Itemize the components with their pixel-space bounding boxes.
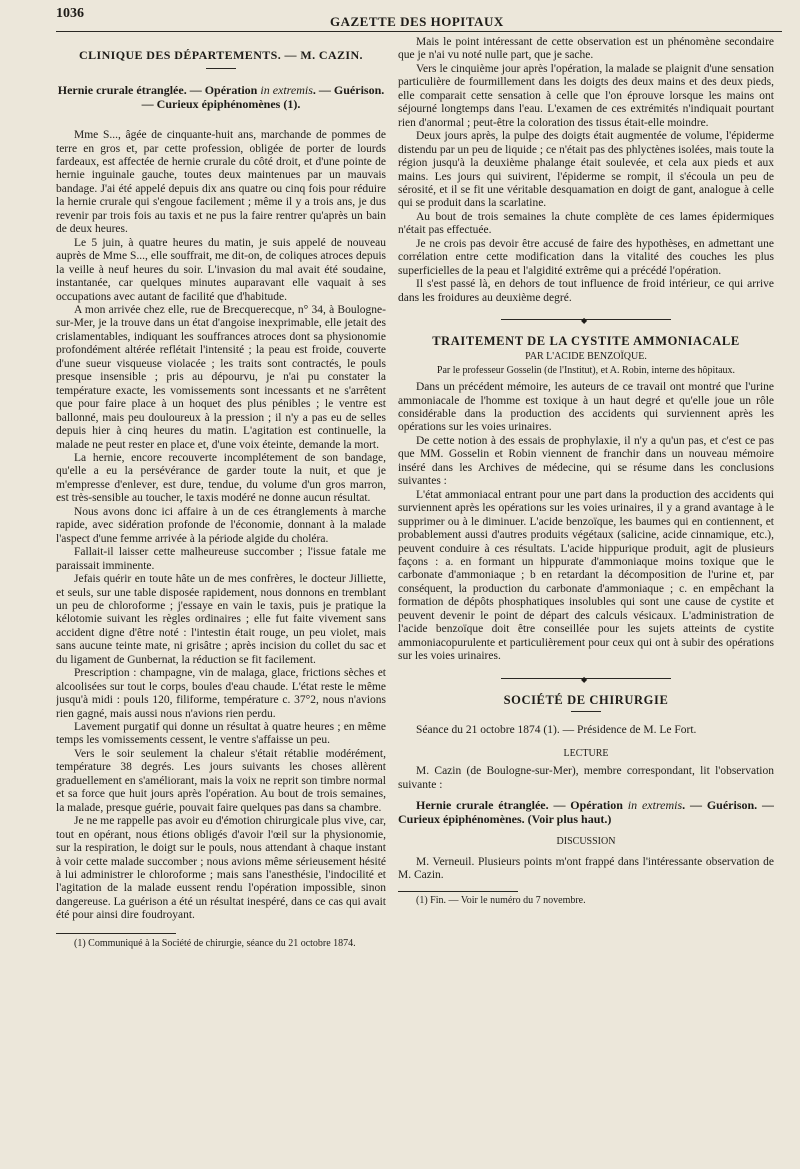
footnote: (1) Communiqué à la Société de chirurgie, séance du 21 octobre 1874.: [74, 937, 356, 949]
paragraph: Vers le cinquième jour après l'opération, la malade se plaignit d'une sensation particulière de fourmillement dans les doigts des deux mains et des deux pieds, elle comparait cette sensation à celle que l'on éprouve lorsque les mains ont séjourné longtemps dans l'eau. L'examen de ces extrémités n'indiquait pourtant rien d'anormal ; peut-être la coloration des tissus était-elle moindre.: [398, 62, 774, 129]
paragraph: Prescription : champagne, vin de malaga, glace, frictions sèches et alcoolisées sur tout le corps, boules d'eau chaude. L'état reste le même jusqu'à midi : pouls 120, filiforme, température c. 37°2, nous n'avions rien gagné, mais aussi nous n'avions rien perdu.: [56, 667, 386, 720]
paragraph: Dans un précédent mémoire, les auteurs de ce travail ont montré que l'urine ammoniacale de l'homme est toxique à un haut degré et qu'elle joue un rôle considérable dans la production des accidents qui surviennent après les opérations sur les voies urinaires.: [398, 381, 774, 434]
society-title: SOCIÉTÉ DE CHIRURGIE: [503, 692, 669, 707]
article-title: Hernie crurale étranglée. — Opération in extremis. — Guérison. — Curieux épiphénomènes (1).: [57, 83, 385, 112]
paragraph: A mon arrivée chez elle, rue de Brecquerecque, n° 34, à Boulogne-sur-Mer, je la trouve dans un état d'angoise inexprimable, elle jetait des crislamentables, indiquant les souffrances atroces dont sa physionomie profondément altérée reflétait l'intensité ; la peau est froide, couverte d'une sueur visqueuse violacée ; les traits sont contractés, le pouls presque insensible ; pris au dépourvu, je n'ai pu constater la température exacte, les vomissements sont incessants et ne s'arrêtent que pour faire place à un hoquet des plus pénibles ; le ventre est ballonné, mais peu douloureux à la pression ; il n'y a pas eu de selles depuis hier à cinq heures du matin. L'agitation est continuelle, la malade ne peut rester en place et, d'une voix éteinte, demande la mort.: [56, 303, 386, 451]
paragraph: Lavement purgatif qui donne un résultat à quatre heures ; en même temps les vomissements cessent, le ventre s'affaisse un peu.: [56, 721, 386, 747]
page-header: [0, 0, 800, 34]
paragraph: Je ne me rappelle pas avoir eu d'émotion chirurgicale plus vive, car, tout en opérant, nous étions obligés d'avoir l'œil sur la physionomie, sur la respiration, le doigt sur le pouls, nous attendant à chaque instant à voir cette malade succomber ; nous avions même sérieusement hésité à lui administrer le chloroforme ; mais sans l'anesthésie, l'indocilité et l'agitation de la malade eussent rendu l'opération impossible, sinon dangereuse. La guérison a été un résultat inespéré, dans ce cas qui avait été pour ainsi dire foudroyant.: [56, 815, 386, 922]
paragraph: Le 5 juin, à quatre heures du matin, je suis appelé de nouveau auprès de Mme S..., elle souffrait, me dit-on, de coliques atroces depuis la veille à neuf heures du soir. L'invasion du mal avait été soudaine, instantanée, car quelques minutes auparavant elle vaquait à ses occupations avec autant de facilité que d'habitude.: [56, 236, 386, 303]
paragraph: Il s'est passé là, en dehors de tout influence de froid intérieur, ce qui arrive dans les froidures au deuxième degré.: [398, 278, 774, 304]
paragraph: Mais le point intéressant de cette observation est un phénomène secondaire que je n'ai vu noté nulle part, que je sache.: [398, 36, 774, 62]
paragraph: Au bout de trois semaines la chute complète de ces lames épidermiques n'était pas effectuée.: [398, 210, 774, 237]
ornament-rule: ◆: [501, 319, 671, 320]
right-column: [398, 36, 774, 1156]
ornament-rule: ◆: [501, 678, 671, 679]
session-line: Séance du 21 octobre 1874 (1). — Présidence de M. Le Fort.: [416, 724, 697, 737]
header-rule: [56, 31, 782, 32]
lecture-label: LECTURE: [563, 747, 609, 759]
page-number: 1036: [56, 6, 84, 21]
footnote: (1) Fin. — Voir le numéro du 7 novembre.: [416, 894, 586, 906]
discussion-label: DISCUSSION: [556, 836, 616, 848]
paragraph: La hernie, encore recouverte incomplétement de son bandage, qu'elle a eu la persévérance de garder toute la nuit, et que je m'empresse d'enlever, est dure, tendue, du volume d'un gros marron, est très-sensible au toucher, le taxis modéré ne donne aucun résultat.: [56, 451, 386, 505]
paragraph: Nous avons donc ici affaire à un de ces étranglements à marche rapide, avec sidération profonde de l'économie, donnant à la malade l'aspect d'une femme arrivée à la période algide du choléra.: [56, 505, 386, 545]
left-column: [56, 36, 386, 1156]
section-title: CLINIQUE DES DÉPARTEMENTS. — M. CAZIN.: [79, 48, 363, 62]
discussion-text: M. Verneuil. Plusieurs points m'ont frappé dans l'intéressante observation de M. Cazin.: [398, 856, 774, 882]
paragraph: Fallait-il laisser cette malheureuse succomber ; l'issue fatale me paraissait imminente.: [56, 546, 386, 572]
paragraph: Vers le soir seulement la chaleur s'était rétablie modérément, température 38 degrés. Les jours suivants les choses allèrent graduellement en s'améliorant, mais la voix ne reprit son timbre normal et sa force que huit jours après l'opération. Au bout de trois semaines, la malade, presque guérie, pouvait faire quelques pas dans sa chambre.: [56, 747, 386, 814]
lecture-title: Hernie crurale étranglée. — Opération in extremis. — Guérison. — Curieux épiphénomènes. (Voir plus haut.): [398, 798, 774, 827]
paragraph: Mme S..., âgée de cinquante-huit ans, marchande de pommes de terre en gros et, par cette profession, obligée de porter de lourds fardeaux, est affectée de hernie crurale du côté droit, et d'une pointe de hernie inguinale gauche, toutes deux maintenues par un mauvais bandage. J'ai été appelé depuis dix ans quatre ou cinq fois pour réduire la hernie crurale qui s'engoue facilement ; même il y a trois ans, je dus revenir par trois fois au taxis et ne pus la faire rentrer qu'après un bain de deux heures.: [56, 129, 386, 236]
lecture-text: M. Cazin (de Boulogne-sur-Mer), membre correspondant, lit l'observation suivante :: [398, 765, 774, 791]
treatise-title: TRAITEMENT DE LA CYSTITE AMMONIACALE: [432, 334, 740, 349]
treatise-authors: Par le professeur Gosselin (de l'Institut), et A. Robin, interne des hôpitaux.: [436, 365, 736, 377]
paragraph: Jefais quérir en toute hâte un de mes confrères, le docteur Jilliette, et seuls, sur une table disposée rapidement, nous donnons en tremblant un peu de chloroforme ; j'essaye en vain le taxis, puis je pratique la kélotomie suivant les règles ordinaires ; elle fut faite vivement sans accident digne d'être noté : l'intestin était rouge, un peu violet, mais sans aucune teinte mate, ni grisâtre ; après incision du collet du sac et du ligament de Gunbernat, la réduction se fit facilement.: [56, 573, 386, 666]
paragraph: Je ne crois pas devoir être accusé de faire des hypothèses, en admettant une corrélation entre cette modification dans la vitalité des couches les plus superficielles de la peau et l'algidité extrême qui a précédé l'opération.: [398, 237, 774, 277]
paragraph: De cette notion à des essais de prophylaxie, il n'y a qu'un pas, et c'est ce pas que MM. Gosselin et Robin viennent de franchir dans un nouveau mémoire inséré dans les Archives de médecine, qui se résume dans les conclusions suivantes :: [398, 434, 774, 488]
paragraph: L'état ammoniacal entrant pour une part dans la production des accidents qui surviennent après les opérations sur les voies urinaires, il y a grand avantage à le supprimer ou à le diminuer. L'acide benzoïque, les baumes qui en contiennent, et probablement aussi d'autres produits végétaux (salicine, acide cinnamique, etc.), peuvent conduire à ces résultats. L'acide hippurique produit, agit de plusieurs façons : a. en formant un hippurate d'ammoniaque moins toxique que le carbonate d'ammoniaque ; b en retardant la décomposition de l'urine et, par conséquent, la production du carbonate d'ammoniaque ; c. en empêchant la formation de dépôts phosphatiques insolubles qui sont une cause de cystite et peuvent devenir le point de départ des calculs vésicaux. L'administration de l'acide benzoïque doit être conseillée pour les sujets atteints de cystite ammoniacopurulente et particulièrement pour ceux qui ont à subir des opérations sur les voies urinaires.: [398, 488, 774, 663]
paragraph: Deux jours après, la pulpe des doigts était augmentée de volume, l'épiderme distendu par un peu de liquide ; ce n'était pas des phlyctènes isolées, mais toute la région jusqu'à la deuxième phalange était soulevée, et cela aux pieds et aux mains. Les jours qui suivirent, l'épiderme se rompit, il s'écoula un peu de sérosité, et il se fit une véritable desquamation en doigt de gant, analogue à celle qui se produit dans la scarlatine.: [398, 130, 774, 210]
treatise-subtitle: PAR L'ACIDE BENZOÏQUE.: [525, 350, 647, 362]
journal-title: GAZETTE DES HOPITAUX: [330, 14, 504, 29]
